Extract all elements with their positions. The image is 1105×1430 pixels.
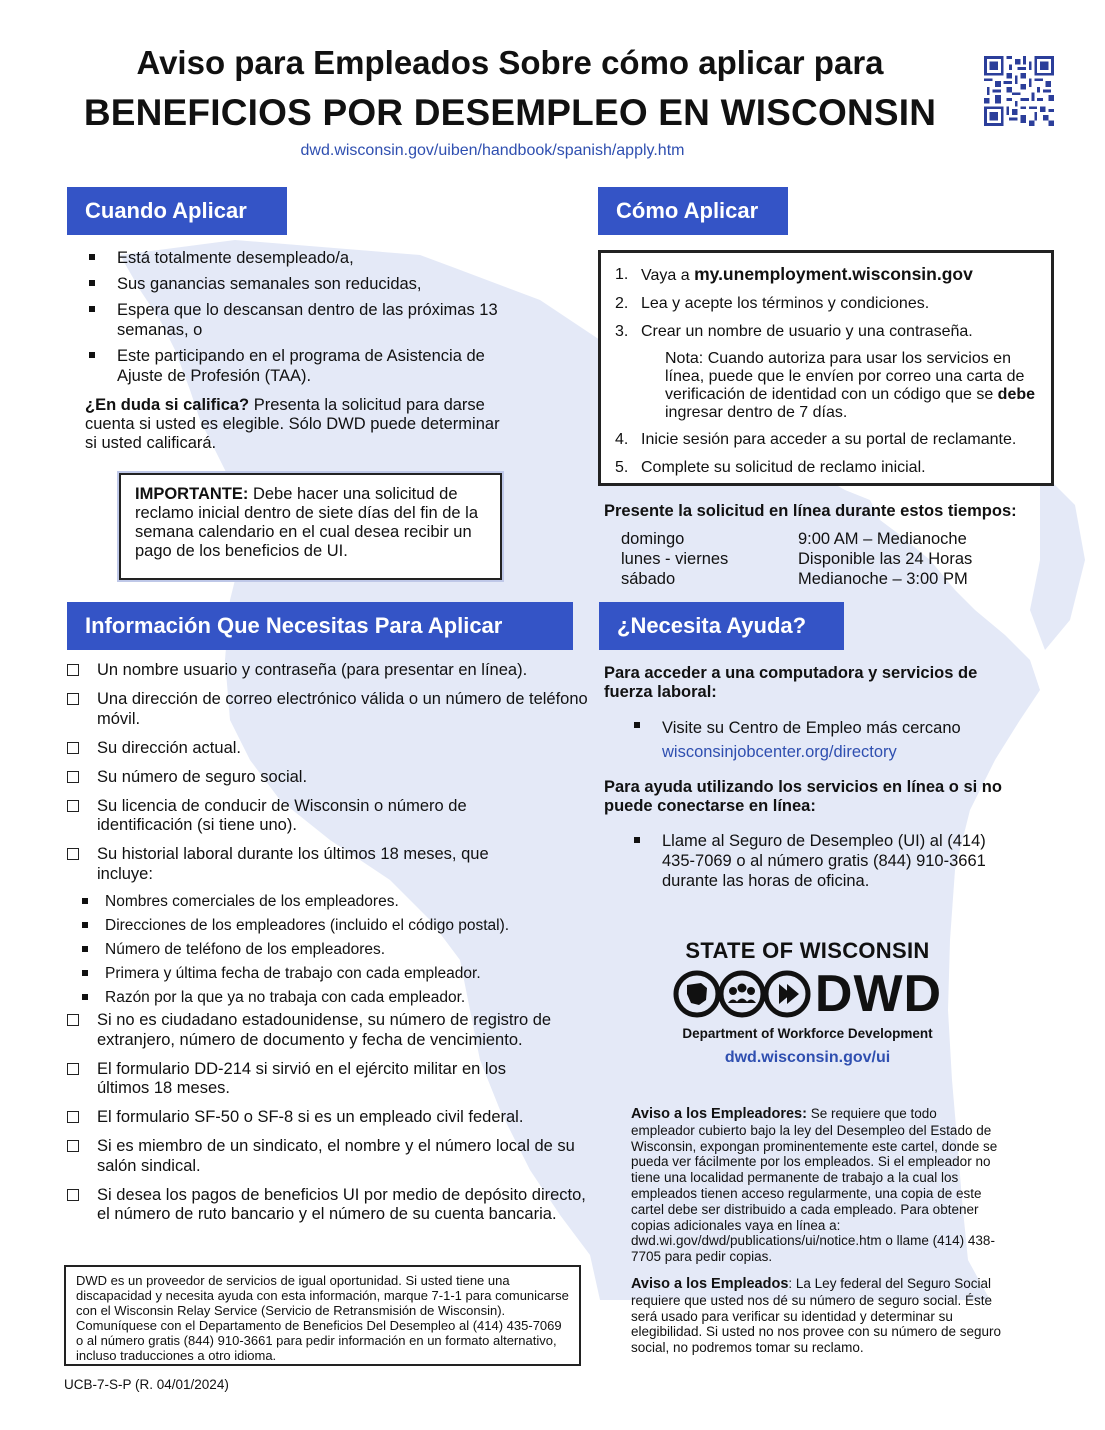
title-line1: Aviso para Empleados Sobre cómo aplicar para (136, 44, 884, 81)
note-text: ingresar dentro de 7 días. (665, 404, 848, 421)
checklist-item: Su número de seguro social. (65, 768, 600, 788)
schedule-time: Disponible las 24 Horas (798, 550, 973, 568)
employee-notice (631, 1276, 1006, 1356)
online-help-list (630, 831, 1030, 897)
list-item: Está totalmente desempleado/a, (85, 248, 525, 268)
step-text: Vaya a (641, 267, 695, 284)
sub-list-item: Número de teléfono de los empleadores. (72, 940, 600, 959)
employer-notice (631, 1106, 1001, 1265)
dwd-ui-link[interactable]: dwd.wisconsin.gov/ui (724, 1049, 891, 1066)
checklist-item: Si es miembro de un sindicato, el nombre y el número local de su salón sindical. (65, 1137, 577, 1176)
checklist-item (65, 845, 600, 1007)
work-history-label: Su historial laboral durante los últimos 18 meses, que incluye: (97, 845, 489, 883)
employer-notice-text: Se requiere que todo empleador cubierto bajo la ley del Desempleo del Estado de Wisconsin, expongan prominentemente este cartel, donde se pueda ver fácilmente por los empleados. Si el empleador no tiene una localidad permanente de trabajo a la cual los empleados tienen acceso regularmente, una copia de este cartel debe ser distribuido a cada empleado. Para obtener copias adicionales vaya en línea a: dwd.wi.gov/dwd/publications/ui/notice.htm o llame (414) 438-7705 para pedir copias. (631, 1106, 998, 1265)
computer-access-title: Para acceder a una computadora y servicios de fuerza laboral: (604, 664, 978, 701)
checklist-item: Su dirección actual. (65, 739, 600, 759)
when-to-apply-heading: Cuando Aplicar (67, 187, 287, 235)
step-3 (615, 322, 1041, 341)
schedule-row (621, 529, 972, 549)
online-help-title: Para ayuda utilizando los servicios en línea o si no puede conectarse en línea: (604, 778, 1002, 815)
dwd-wordmark: DWD (814, 965, 943, 1023)
eligibility-doubt (85, 396, 515, 453)
step-text: Complete su solicitud de reclamo inicial. (641, 459, 926, 476)
step-4 (615, 430, 1041, 449)
employer-notice-label: Aviso a los Empleadores: (631, 1106, 807, 1122)
schedule-table (621, 529, 972, 589)
page-title: BENEFICIOS POR DESEMPLEO EN WISCONSIN (83, 92, 937, 133)
when-to-apply-list (85, 248, 525, 392)
checklist-item: El formulario SF-50 o SF-8 si es un empleado civil federal. (65, 1108, 600, 1128)
schedule-row (621, 569, 972, 589)
employee-notice-label: Aviso a los Empleados (631, 1276, 789, 1292)
note-text: Nota: Cuando autoriza para usar los servicios en línea, puede que le envíen por correo una carta de verificación de identidad con un código que se (665, 350, 1025, 403)
sub-list-item: Nombres comerciales de los empleadores. (72, 892, 600, 911)
step-number: 2. (615, 295, 629, 312)
step-2 (615, 294, 1041, 313)
employee-notice-text: : La Ley federal del Seguro Social requiere que usted nos dé su número de seguro social. Éste será usado para verificar su identidad y determinar su elegibilidad. Si usted no nos provee con su número de seguro social, no podremos tomar su reclamo. (631, 1276, 1001, 1356)
step-number: 4. (615, 431, 629, 448)
info-needed-checklist (65, 661, 600, 1234)
important-text: Debe hacer una solicitud de reclamo inicial dentro de siete días del fin de la semana calendario en el cual desea recibir un pago de los beneficios de UI. (135, 485, 479, 560)
list-item: Este participando en el programa de Asistencia de Ajuste de Profesión (TAA). (85, 346, 507, 386)
qr-code-icon (984, 56, 1054, 126)
step-number: 5. (615, 459, 629, 476)
step-text: Lea y acepte los términos y condiciones. (641, 295, 930, 312)
checklist-item: Un nombre usuario y contraseña (para presentar en línea). (65, 661, 600, 681)
dwd-emblem-icon (673, 970, 811, 1018)
step-number: 3. (615, 323, 629, 340)
step-text: Inicie sesión para acceder a su portal de reclamante. (641, 431, 1017, 448)
schedule-time: 9:00 AM – Medianoche (798, 530, 967, 548)
step-number: 1. (615, 266, 629, 283)
computer-access-list (630, 716, 1050, 770)
sub-list-item: Razón por la que ya no trabaja con cada empleador. (72, 988, 600, 1007)
list-item (630, 716, 1050, 764)
list-item: Espera que lo descansan dentro de las próximas 13 semanas, o (85, 300, 507, 340)
info-needed-heading: Información Que Necesitas Para Aplicar (67, 602, 573, 650)
schedule-row (621, 549, 972, 569)
equal-opportunity-notice: DWD es un proveedor de servicios de igual oportunidad. Si usted tiene una discapacidad y necesita ayuda con esta información, marque 7-1-1 para comunicarse con el Wisconsin Relay Service (Servicio de Retransmisión de Wisconsin). Comuníquese con el Departamento de Beneficios Del Desempleo al (414) 435-7069 o al número gratis (844) 910-3661 para pedir información en un formato alternativo, incluso traducciones a otro idioma. (64, 1265, 581, 1366)
state-label: STATE OF WISCONSIN (685, 938, 930, 963)
form-id: UCB-7-S-P (R. 04/01/2024) (64, 1377, 229, 1392)
job-center-text: Visite su Centro de Empleo más cercano (662, 719, 961, 737)
checklist-item: El formulario DD-214 si sirvió en el ejército militar en los últimos 18 meses. (65, 1060, 547, 1099)
checklist-item: Si desea los pagos de beneficios UI por medio de depósito directo, el número de ruto bancario y el número de su cuenta bancaria. (65, 1186, 597, 1225)
work-history-sublist (72, 892, 600, 1007)
note-emphasis: debe (997, 386, 1036, 403)
checklist-item: Una dirección de correo electrónico válida o un número de teléfono móvil. (65, 690, 600, 729)
unemployment-site-link[interactable]: my.unemployment.wisconsin.gov (694, 264, 973, 284)
how-to-apply-heading: Cómo Aplicar (598, 187, 788, 235)
sub-list-item: Primera y última fecha de trabajo con cada empleador. (72, 964, 600, 983)
checklist-item: Su licencia de conducir de Wisconsin o número de identificación (si tiene uno). (65, 797, 517, 836)
list-item: Llame al Seguro de Desempleo (UI) al (414) 435-7069 o al número gratis (844) 910-3661 durante las horas de oficina. (630, 831, 1022, 891)
department-name: Department of Workforce Development (682, 1026, 933, 1041)
handbook-link[interactable]: dwd.wisconsin.gov/uiben/handbook/spanish/apply.htm (300, 142, 685, 159)
important-notice (119, 473, 502, 580)
schedule-day: domingo (621, 530, 685, 548)
doubt-label: ¿En duda si califica? (85, 396, 250, 414)
job-center-link[interactable]: wisconsinjobcenter.org/directory (662, 743, 897, 761)
step-text: Crear un nombre de usuario y una contraseña. (641, 323, 973, 340)
list-item: Sus ganancias semanales son reducidas, (85, 274, 525, 294)
checklist-item: Si no es ciudadano estadounidense, su número de registro de extranjero, número de documento y fecha de vencimiento. (65, 1011, 600, 1050)
need-help-heading: ¿Necesita Ayuda? (599, 602, 844, 650)
step-1 (615, 265, 1041, 285)
important-label: IMPORTANTE: (135, 485, 249, 503)
schedule-time: Medianoche – 3:00 PM (798, 570, 968, 588)
schedule-title: Presente la solicitud en línea durante estos tiempos: (604, 502, 1017, 520)
doubt-text: Presenta la solicitud para darse cuenta si usted es elegible. Sólo DWD puede determinar si usted calificará. (85, 396, 500, 452)
verification-note (665, 350, 1035, 422)
step-5 (615, 458, 1041, 477)
sub-list-item: Direcciones de los empleadores (incluido el código postal). (72, 916, 600, 935)
how-to-apply-steps (598, 250, 1054, 486)
dwd-logo (655, 938, 960, 1067)
schedule-day: lunes - viernes (621, 550, 729, 568)
schedule-day: sábado (621, 570, 676, 588)
